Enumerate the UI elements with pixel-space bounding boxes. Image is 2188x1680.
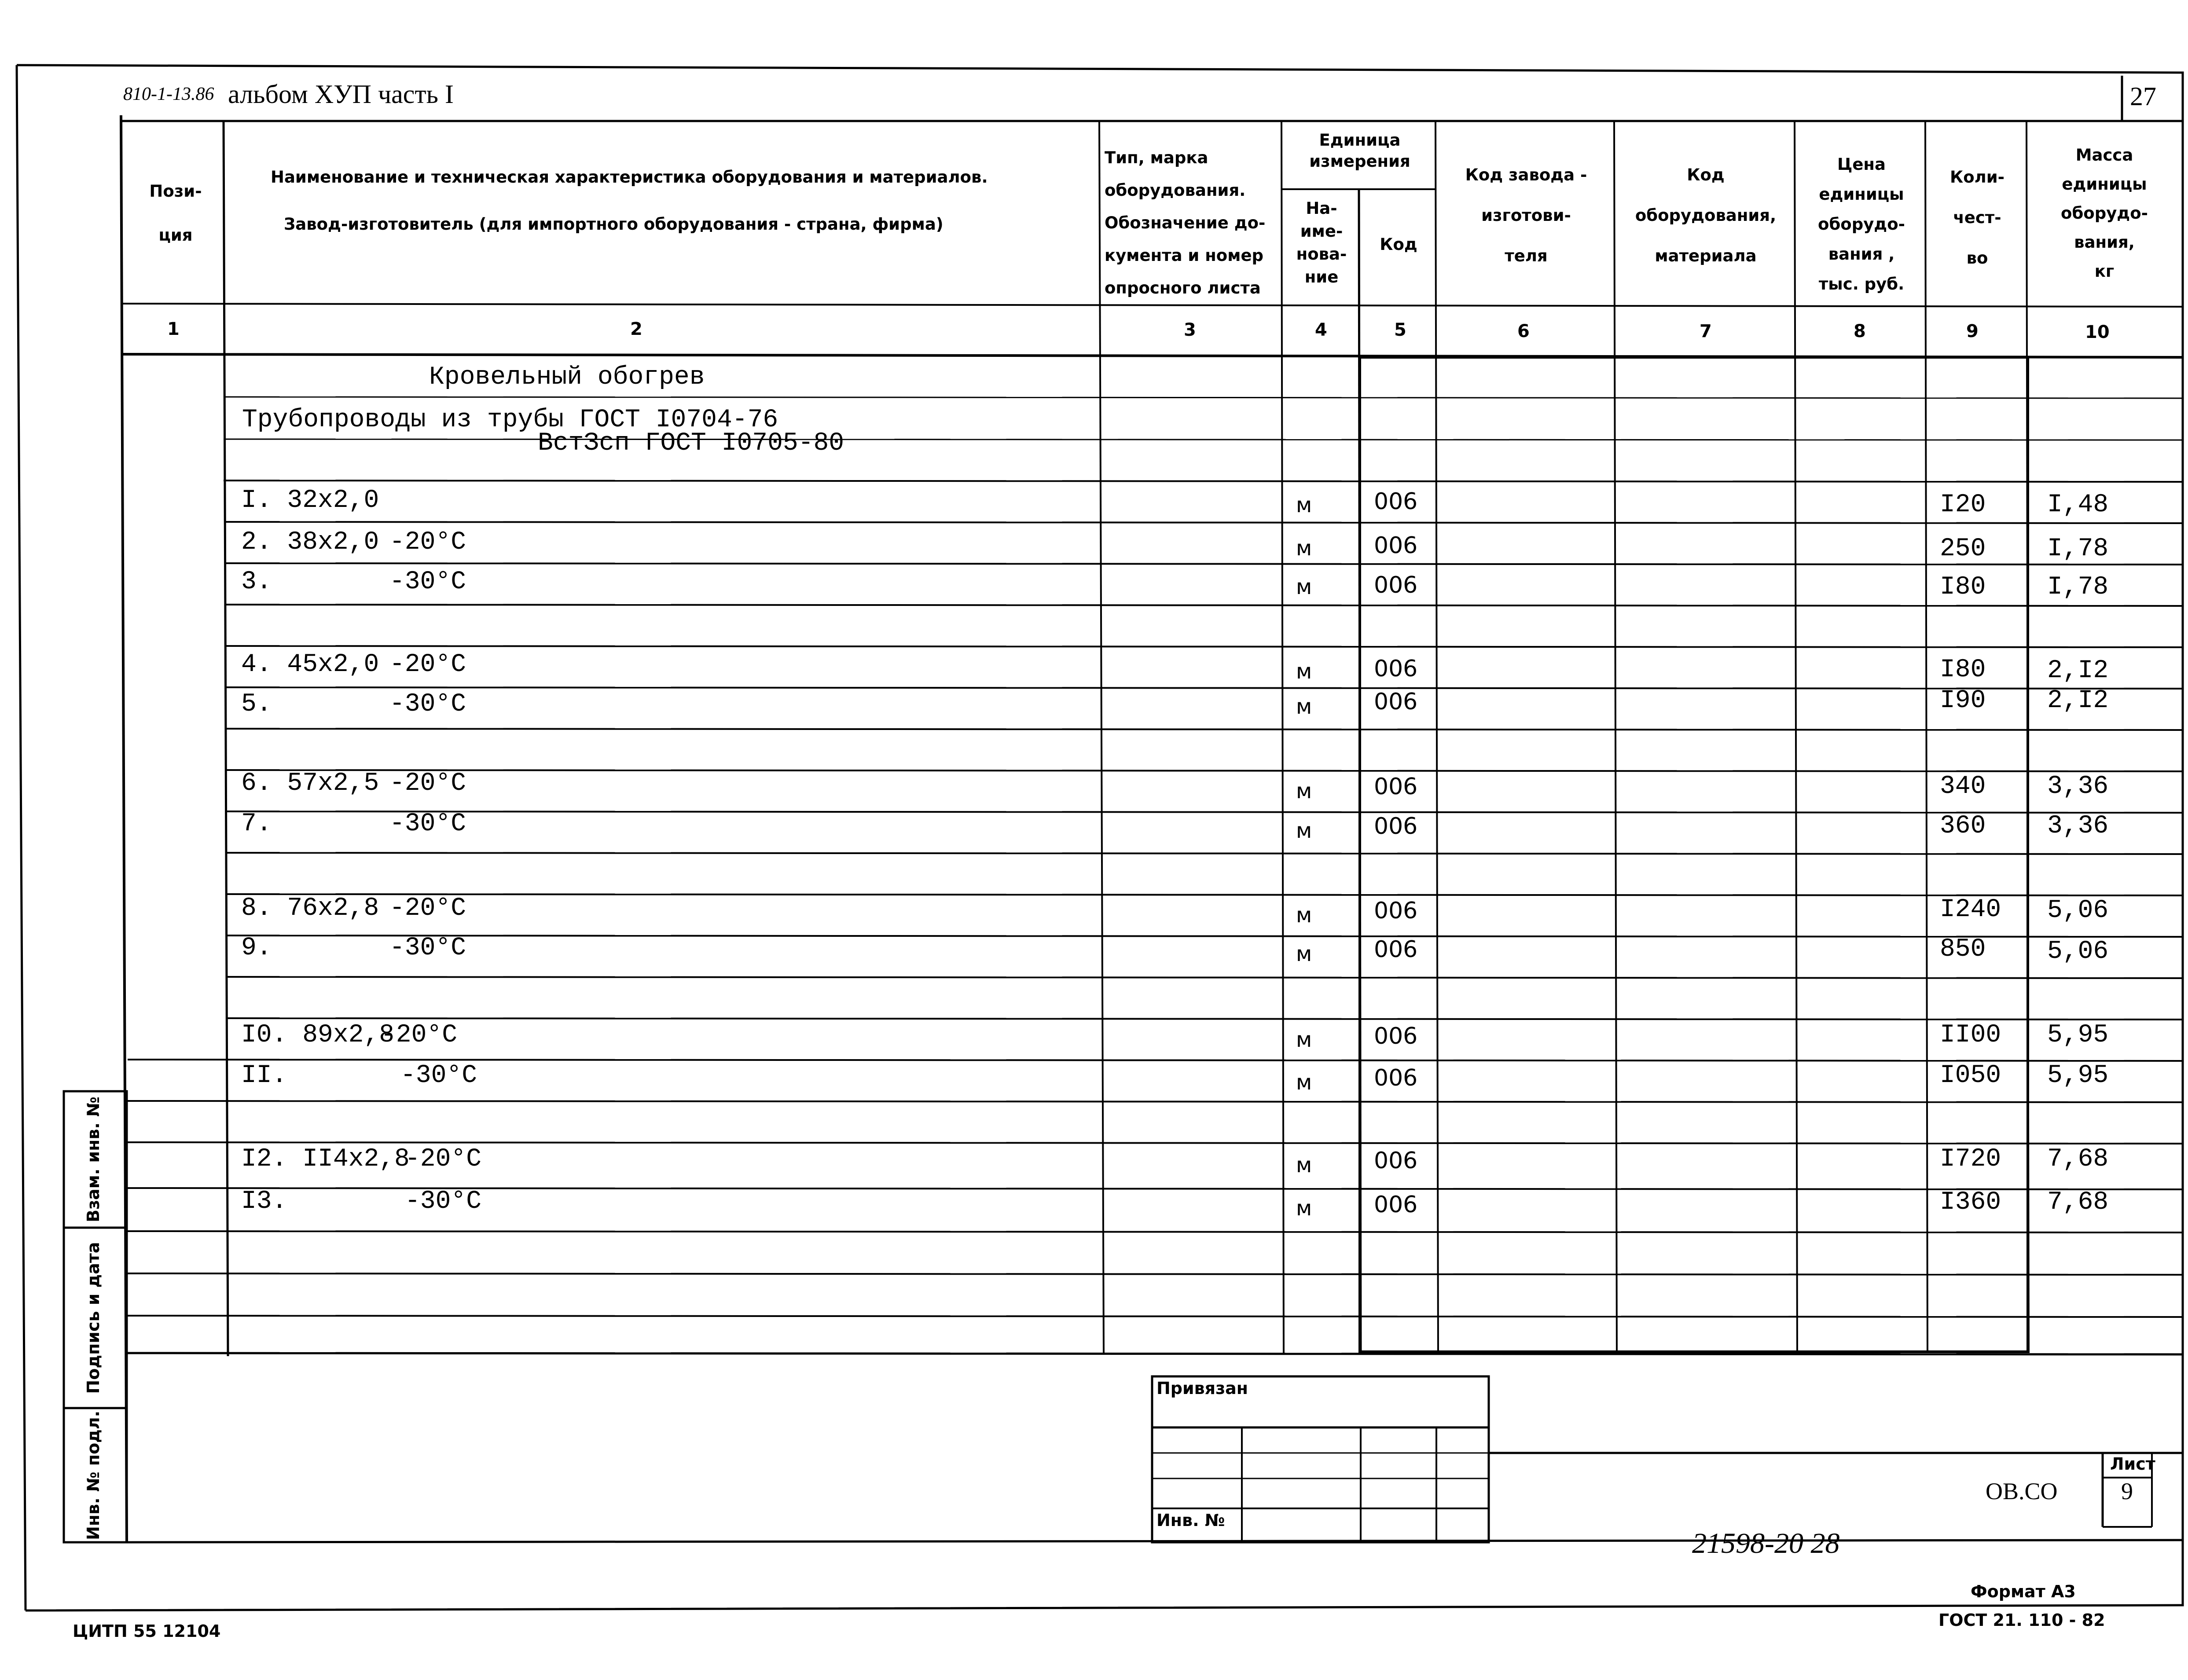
row-temperature: -30°C — [389, 690, 466, 719]
column-number: 7 — [1700, 321, 1712, 341]
row-quantity: II00 — [1940, 1021, 2001, 1049]
header-unit-code: Код — [1380, 235, 1417, 254]
row-unit: м — [1296, 493, 1312, 517]
row-mass: 3,36 — [2047, 812, 2109, 840]
column-number: 2 — [630, 319, 642, 339]
row-name: 7. — [241, 810, 272, 838]
row-code: 006 — [1374, 1023, 1418, 1049]
header-unit-group: Единица измерения — [1309, 131, 1410, 171]
gost-label: ГОСТ 21. 110 - 82 — [1938, 1610, 2105, 1630]
row-name: I2. II4x2,8 — [241, 1145, 410, 1174]
tsitp-label: ЦИТП 55 12104 — [73, 1621, 221, 1641]
header-position: Пози- ция — [149, 182, 202, 245]
header-unit-name: На- име- нова- ние — [1296, 199, 1347, 286]
column-number: 9 — [1966, 321, 1979, 341]
side-label-podpis: Подпись и дата — [84, 1242, 103, 1394]
row-quantity: I720 — [1940, 1145, 2001, 1174]
row-quantity: I20 — [1940, 491, 1986, 519]
row-code: 006 — [1374, 936, 1418, 963]
row-unit: м — [1296, 1196, 1312, 1221]
row-temperature: -30°C — [389, 568, 466, 596]
column-number: 3 — [1184, 320, 1196, 340]
row-unit: м — [1296, 575, 1312, 599]
row-name: 5. — [241, 690, 272, 719]
row-code: 006 — [1374, 488, 1418, 515]
row-name: 8. 76x2,8 — [241, 894, 379, 923]
row-quantity: I050 — [1940, 1061, 2001, 1090]
row-code: 006 — [1374, 656, 1418, 682]
side-label-vzam: Взам. инв. № — [84, 1097, 103, 1222]
row-quantity: 250 — [1940, 535, 1986, 563]
row-temperature: -20°C — [389, 894, 466, 923]
row-mass: I,48 — [2047, 491, 2109, 519]
row-temperature: -30°C — [389, 810, 466, 838]
row-name: I3. — [241, 1187, 287, 1216]
row-code: 006 — [1374, 1148, 1418, 1174]
column-number: 10 — [2085, 322, 2110, 342]
row-quantity: 360 — [1940, 812, 1986, 840]
row-temperature: -20°C — [381, 1021, 458, 1049]
handwritten-code: 21598-20 28 — [1692, 1527, 1840, 1559]
header-quantity: Коли- чест- во — [1949, 168, 2005, 268]
row-mass: 5,95 — [2047, 1061, 2109, 1090]
row-temperature: -30°C — [405, 1187, 482, 1216]
privyazan-label: Привязан — [1156, 1379, 1248, 1398]
row-name: 6. 57x2,5 — [241, 769, 379, 798]
section-title: Кровельный обогрев — [429, 363, 705, 392]
row-unit: м — [1296, 659, 1312, 684]
row-mass: 7,68 — [2047, 1188, 2109, 1217]
row-unit: м — [1296, 818, 1312, 843]
row-code: 006 — [1374, 689, 1418, 715]
column-number: 8 — [1854, 321, 1866, 341]
row-quantity: 340 — [1940, 772, 1986, 801]
row-temperature: -30°C — [389, 934, 466, 962]
row-code: 006 — [1374, 898, 1418, 924]
row-temperature: -20°C — [389, 769, 466, 798]
column-number: 1 — [167, 319, 180, 339]
row-code: 006 — [1374, 1065, 1418, 1091]
row-name: 9. — [241, 934, 272, 962]
row-temperature: -20°C — [389, 650, 466, 679]
row-code: 006 — [1374, 532, 1418, 559]
row-unit: м — [1296, 536, 1312, 561]
row-name: I. 32x2,0 — [241, 486, 379, 515]
album-code: 810-1-13.86 — [123, 84, 214, 104]
row-mass: 2,I2 — [2047, 686, 2109, 715]
header-name-line2: Завод-изготовитель (для импортного оборудования - страна, фирма) — [284, 215, 943, 234]
header-mass: Масса единицы оборудо- вания, кг — [2061, 146, 2148, 281]
album-title: альбом ХУП часть I — [228, 80, 454, 109]
row-name: 4. 45x2,0 — [241, 650, 379, 679]
row-code: 006 — [1374, 1192, 1418, 1218]
row-mass: 7,68 — [2047, 1145, 2109, 1174]
row-unit: м — [1296, 1070, 1312, 1095]
header-type: Тип, марка оборудования. Обозначение до- кумента и номер опросного листа — [1105, 148, 1266, 297]
column-number: 6 — [1517, 321, 1530, 341]
row-quantity: I80 — [1940, 573, 1986, 602]
row-mass: 2,I2 — [2047, 657, 2109, 685]
row-temperature: -20°C — [389, 528, 466, 557]
row-name: II. — [241, 1061, 287, 1090]
row-mass: 3,36 — [2047, 772, 2109, 801]
row-quantity: I80 — [1940, 656, 1986, 684]
row-quantity: I240 — [1940, 895, 2001, 924]
row-mass: I,78 — [2047, 573, 2109, 602]
row-temperature: -30°C — [400, 1061, 477, 1090]
row-code: 006 — [1374, 572, 1418, 598]
row-quantity: I360 — [1940, 1188, 2001, 1217]
header-price: Цена единицы оборудо- вания , тыс. руб. — [1818, 155, 1905, 293]
row-mass: I,78 — [2047, 535, 2109, 563]
row-unit: м — [1296, 1027, 1312, 1052]
row-unit: м — [1296, 779, 1312, 803]
pipes-subtitle: ВстЗсп ГОСТ I0705-80 — [538, 429, 844, 458]
sheet-label: Лист — [2110, 1454, 2155, 1474]
column-number: 5 — [1394, 320, 1406, 340]
document-code: ОВ.СО — [1986, 1478, 2058, 1504]
row-unit: м — [1296, 1153, 1312, 1177]
pipes-title: Трубопроводы из трубы ГОСТ I0704-76 — [242, 406, 778, 434]
side-label-inv-podl: Инв. № подл. — [84, 1410, 103, 1541]
header-material-code: Код оборудования, материала — [1635, 165, 1777, 265]
inv-no-label: Инв. № — [1156, 1511, 1225, 1530]
header-name-line1: Наименование и техническая характеристика оборудования и материалов. — [271, 168, 988, 187]
row-mass: 5,06 — [2047, 896, 2109, 925]
row-code: 006 — [1374, 813, 1418, 840]
row-name: 2. 38x2,0 — [241, 528, 379, 557]
page-number: 27 — [2130, 82, 2156, 111]
format-label: Формат А3 — [1971, 1582, 2076, 1601]
header-factory-code: Код завода - изготови- теля — [1465, 165, 1587, 265]
row-temperature: -20°C — [405, 1145, 482, 1174]
row-mass: 5,06 — [2047, 937, 2109, 966]
row-name: 3. — [241, 568, 272, 596]
row-code: 006 — [1374, 774, 1418, 800]
row-name: I0. 89x2,8 — [241, 1021, 395, 1049]
row-unit: м — [1296, 903, 1312, 928]
row-mass: 5,95 — [2047, 1021, 2109, 1049]
row-unit: м — [1296, 942, 1312, 966]
sheet-number: 9 — [2121, 1478, 2133, 1504]
row-quantity: I90 — [1940, 686, 1986, 715]
row-quantity: 850 — [1940, 935, 1986, 964]
column-number: 4 — [1315, 320, 1327, 340]
row-unit: м — [1296, 694, 1312, 719]
